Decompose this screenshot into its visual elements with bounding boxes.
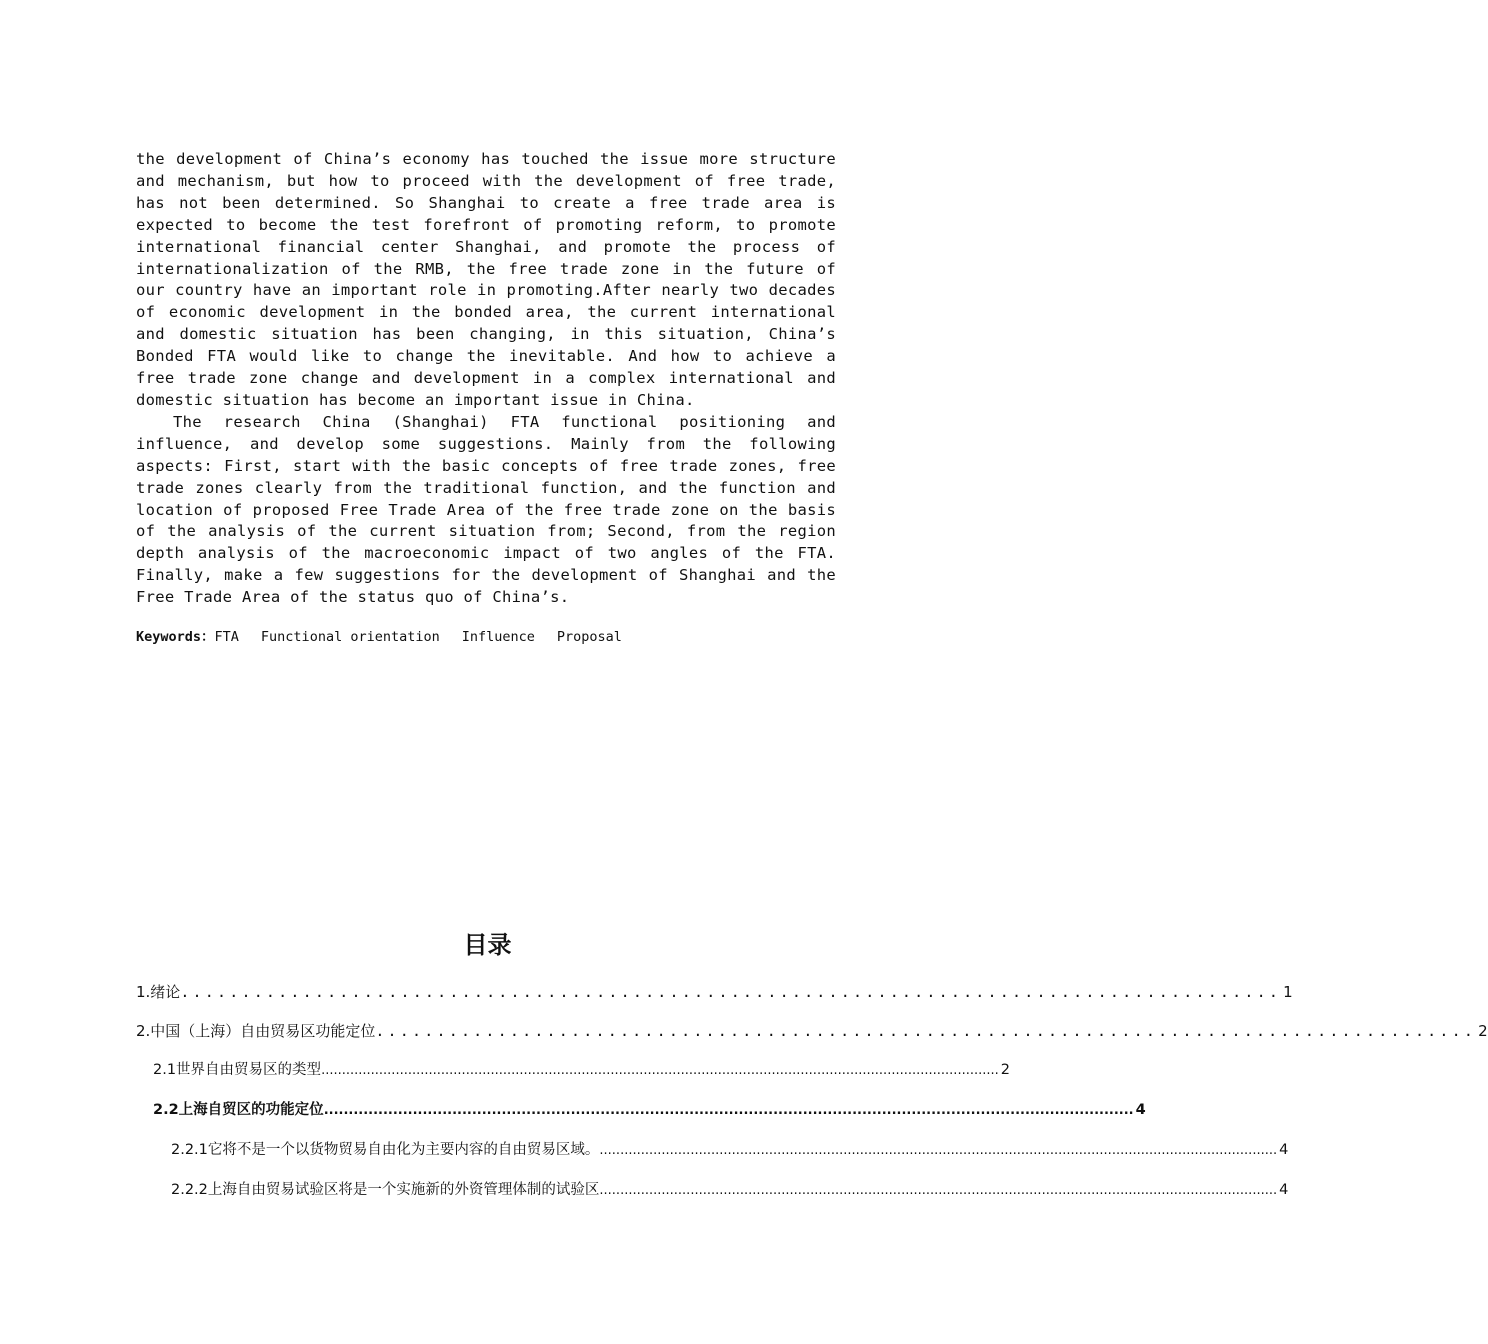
toc-page-number: 2 bbox=[1000, 1062, 1010, 1078]
abstract-paragraph-1: the development of China’s economy has touched the issue more structure and mechanism, but how to proceed with the development of free trade, has not been determined. So Shanghai to create a free trade area is expected to become the test forefront of promoting reform, to promote international financial center Shanghai, and promote the process of internationalization of the RMB, the free trade zone in the future of our country have an important role in promoting.After nearly two decades of economic development in the bonded area, the current international and domestic situation has been changing, in this situation, China’s Bonded FTA would like to change the inevitable. And how to achieve a free trade zone change and development in a complex international and domestic situation has become an important issue in China. bbox=[136, 150, 836, 409]
toc-leader-dots: .................................................................................................................................................................... bbox=[599, 1143, 1278, 1158]
toc-entry-text: 2.中国（上海）自由贸易区功能定位 bbox=[136, 1022, 376, 1040]
keyword-item: Proposal bbox=[556, 629, 622, 645]
toc-leader-dots: .......................................................................................... bbox=[180, 983, 1282, 1001]
abstract-paragraph-2: The research China (Shanghai) FTA functional positioning and influence, and develop some suggestions. Mainly from the following aspects: First, start with the basic concepts of free trade zones, free trade zones clearly from the traditional function, and the function and location of proposed Free Trade Area of the free trade zone on the basis of the analysis of the current situation from; Second, from the region depth analysis of the macroeconomic impact of two angles of the FTA. Finally, make a few suggestions for the development of Shanghai and the Free Trade Area of the status quo of China’s. bbox=[136, 412, 836, 607]
toc-entry-1[interactable] bbox=[136, 981, 1293, 1003]
toc-page-number: 2 bbox=[1478, 1022, 1488, 1040]
toc-entry-2-2[interactable] bbox=[153, 1099, 1146, 1122]
toc-page-number: 1 bbox=[1283, 983, 1293, 1001]
toc-leader-dots: .................................................................................................................................................................... bbox=[323, 1103, 1134, 1118]
toc-entry-2[interactable] bbox=[136, 1020, 1488, 1042]
toc-entry-text: 2.2上海自贸区的功能定位 bbox=[153, 1102, 324, 1118]
toc-leader-dots: .................................................................................................................................................................... bbox=[321, 1063, 999, 1078]
toc-leader-dots: .......................................................................................... bbox=[375, 1022, 1477, 1040]
keyword-item: Functional orientation bbox=[260, 629, 440, 645]
toc-entry-2-1[interactable] bbox=[153, 1059, 1010, 1082]
keywords-label: Keywords： bbox=[136, 629, 215, 645]
toc-entry-text: 2.2.1它将不是一个以货物贸易自由化为主要内容的自由贸易区域。 bbox=[171, 1142, 600, 1158]
abstract-body bbox=[136, 149, 836, 609]
toc-page-number: 4 bbox=[1279, 1182, 1289, 1198]
toc-leader-dots: .................................................................................................................................................................... bbox=[599, 1183, 1278, 1198]
keywords-line bbox=[136, 627, 644, 647]
keyword-item: FTA bbox=[214, 629, 239, 645]
toc-title: 目录 bbox=[463, 930, 512, 959]
toc-entry-2-2-1[interactable] bbox=[171, 1139, 1289, 1162]
toc-page-number: 4 bbox=[1279, 1142, 1289, 1158]
keyword-item: Influence bbox=[461, 629, 535, 645]
toc-page-number: 4 bbox=[1135, 1102, 1146, 1118]
toc-entry-text: 1.绪论 bbox=[136, 983, 181, 1001]
toc-entry-2-2-2[interactable] bbox=[171, 1179, 1289, 1202]
toc-entry-text: 2.1世界自由贸易区的类型 bbox=[153, 1062, 322, 1078]
toc-entry-text: 2.2.2上海自由贸易试验区将是一个实施新的外资管理体制的试验区 bbox=[171, 1182, 600, 1198]
